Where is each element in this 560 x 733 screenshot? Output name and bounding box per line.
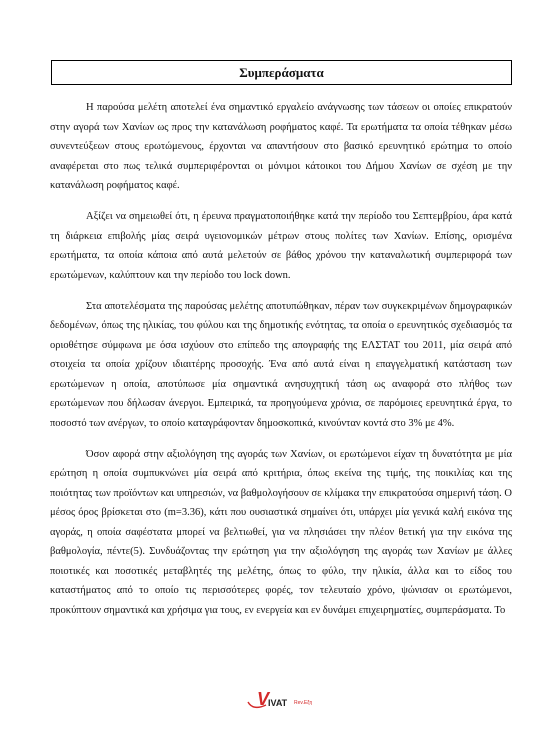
body-text (50, 98, 512, 632)
footer-logo (241, 689, 321, 713)
logo-subtext: Rev.Eξη (294, 700, 313, 706)
paragraph: Αξίζει να σημειωθεί ότι, η έρευνα πραγματοποιήθηκε κατά την περίοδο του Σεπτεμβρίου, άρα κατά τη διάρκεια επιβολής μίας σειρά υγειονομικών μέτρων στους πολίτες των Χανίων. Επίσης, ορισμένα ερωτήματα, τα οποία κάποια από αυτά μελετούν σε βάθος χρόνου την καταναλωτική συμπεριφορά των ερωτώμενων, καλύπτουν και την περίοδο του lock down. (50, 211, 512, 281)
logo-letter: V (257, 689, 270, 709)
paragraph: Στα αποτελέσματα της παρούσας μελέτης αποτυπώθηκαν, πέραν των συγκεκριμένων δημογραφικών δεδομένων, όπως της ηλικίας, του φύλου και της δημοτικής ενότητας, τα οποία ο ερευνητικός σχεδιασμός τα οριοθέτησε σύμφωνα με όσα ισχύουν στο επίπεδο της απογραφής της ΕΛΣΤΑΤ του 2011, μία σειρά από στοιχεία τα οποία χρίζουν ιδιαιτέρης προσοχής. Ένα από αυτά είναι η επαγγελματική κατάσταση των ερωτώμενων η οποία, αποτύπωσε μία σημαντικά ανησυχητική τάση ως αναφορά στο πλήθος των ερωτώμενων που δήλωσαν άνεργοι. Εμπειρικά, τα προηγούμενα χρόνια, σε παρόμοιες ερευνητικά έργα, το ποσοστό των ανέργων, το οποίο καταγράφονταν δημοσκοπικά, κινούνταν κοντά στο 3% με 4%. (50, 300, 512, 429)
paragraph: Η παρούσα μελέτη αποτελεί ένα σημαντικό εργαλείο ανάγνωσης των τάσεων οι οποίες επικρατούν στην αγορά των Χανίων ως προς την κατανάλωση ροφήματος καφέ. Τα ερωτήματα τα οποία τέθηκαν μέσω συνεντεύξεων στους ερωτώμενους, έρχονται να απαντήσουν στο βασικό ερευνητικό ερώτημα το οποίο αναφέρεται στο πως τελικά συμπεριφέρονται οι μόνιμοι κάτοικοι του Δήμου Χανίων σε σχέση με την κατανάλωση ροφήματος καφέ. (50, 102, 512, 191)
logo-word: IVAT (268, 698, 288, 708)
section-heading-box (51, 60, 512, 85)
section-title: Συμπεράσματα (239, 64, 324, 80)
paragraph: Όσον αφορά στην αξιολόγηση της αγοράς των Χανίων, οι ερωτώμενοι είχαν τη δυνατότητα με μία ερώτηση η οποία συμπυκνώνει μία σειρά από κριτήρια, όπως εκείνα της τιμής, της ποικιλίας και της ποιότητας των προϊόντων και υπηρεσιών, να βαθμολογήσουν σε κλίμακα την επικρατούσα σημερινή τάση. Ο μέσος όρος βρίσκεται στο (m=3.36), κάτι που ουσιαστικά σημαίνει ότι, υπάρχει μία γενικά καλή εικόνα της αγοράς, η οποία σαφέστατα μπορεί να βελτιωθεί, για να πλησιάσει την πλέον θετική για την εικόνα της βαθμολογία, πέντε(5). Συνδυάζοντας την ερώτηση για την αξιολόγηση της αγοράς των Χανίων με άλλες ποιοτικές και ποσοτικές μεταβλητές της μελέτης, όπως το φύλο, την ηλικία, άλλα και το είδος του καταστήματος από το οποίο τις περισσότερες φορές, τον τελευταίο χρόνο, ψώνισαν οι ερωτώμενοι, προκύπτουν σημαντικά και χρήσιμα για τους, εν ενεργεία και εν δυνάμει επιχειρηματίες, συμπεράσματα. Το (50, 448, 512, 616)
vivat-logo-icon (241, 689, 321, 713)
